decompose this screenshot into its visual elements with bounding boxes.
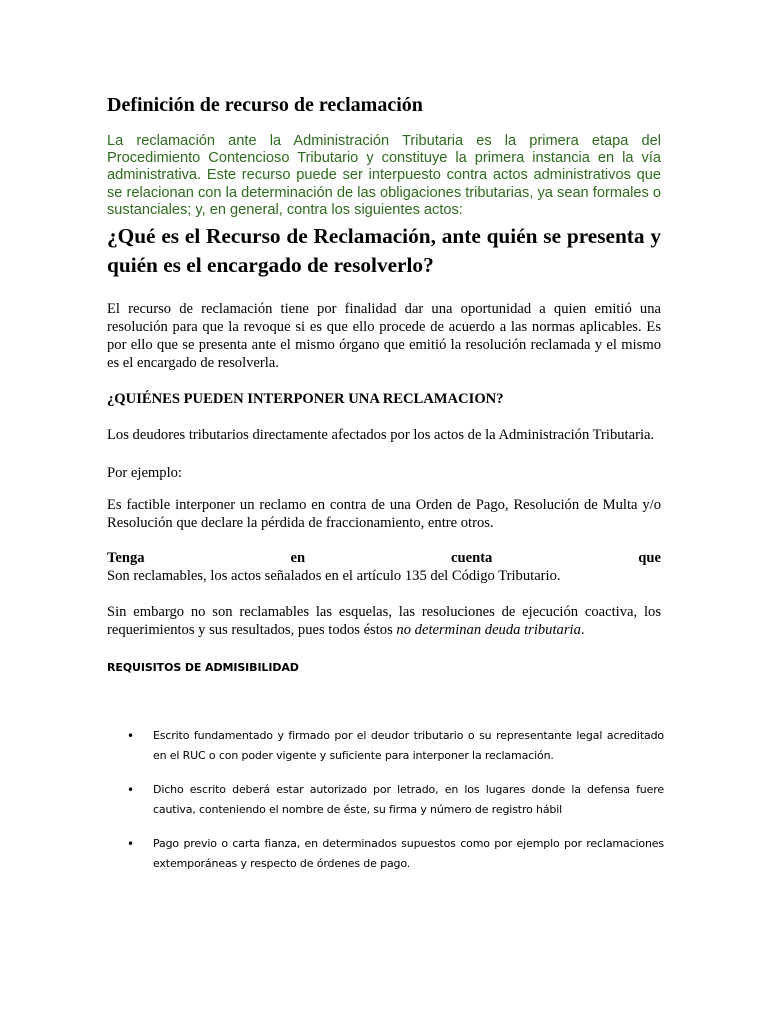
paragraph-example: Es factible interponer un reclamo en contra de una Orden de Pago, Resolución de Multa y/o Resolución que declare la pérdida de fraccionamiento, entre otros. [107,497,661,532]
document-page [107,92,664,888]
list-item [107,834,664,874]
paragraph-purpose: El recurso de reclamación tiene por finalidad dar una oportunidad a quien emitió una resolución para que la revoque si es que ello procede de acuerdo a las normas aplicables. Es por ello que se presenta ante el mismo órgano que emitió la resolución reclamada y el mismo es el encargado de resolverla. [107,301,661,372]
en-word: en [290,550,306,567]
paragraph-not-reclaimable-start: Sin embargo no son reclamables las esquelas, las resoluciones de ejecución coactiva, los requerimientos y sus resultados, pues todos éstos [107,604,661,639]
paragraph-example-label: Por ejemplo: [107,465,182,482]
list-item [107,726,664,766]
cuenta-word: cuenta [451,550,493,567]
document-title: Definición de recurso de reclamación [107,94,423,116]
list-item [107,780,664,820]
paragraph-reclaimable: Son reclamables, los actos señalados en el artículo 135 del Código Tributario. [107,568,561,585]
heading-who-can-file: ¿QUIÉNES PUEDEN INTERPONER UNA RECLAMACION? [107,391,504,408]
que-word: que [638,550,661,567]
requirement-text: Dicho escrito deberá estar autorizado por letrado, en los lugares donde la defensa fuere cautiva, conteniendo el nombre de éste, su firma y número de registro hábil [153,783,664,817]
tenga-en-cuenta-line [107,550,661,567]
bullet-icon: • [127,783,134,798]
bullet-icon: • [127,837,134,852]
requirement-text: Pago previo o carta fianza, en determinados supuestos como por ejemplo por reclamaciones extemporáneas y respecto de órdenes de pago. [153,837,664,871]
intro-paragraph: La reclamación ante la Administración Tributaria es la primera etapa del Procedimiento Contencioso Tributario y constituye la primera instancia en la vía administrativa. Este recurso puede ser interpuesto contra actos administrativos que se relacionan con la determinación de las obligaciones tributarias, ya sean formales o sustanciales; y, en general, contra los siguientes actos: [107,133,661,218]
paragraph-not-reclaimable-italic: no determinan deuda tributaria [396,622,581,639]
requirements-list [107,726,664,874]
requirements-title: REQUISITOS DE ADMISIBILIDAD [107,661,299,675]
paragraph-debtors: Los deudores tributarios directamente afectados por los actos de la Administración Tributaria. [107,427,655,444]
requirement-text: Escrito fundamentado y firmado por el deudor tributario o su representante legal acreditado en el RUC o con poder vigente y suficiente para interponer la reclamación. [153,729,664,763]
paragraph-not-reclaimable-end: . [580,622,585,639]
tenga-word: Tenga [107,550,145,567]
paragraph-not-reclaimable [107,603,661,639]
question-heading: ¿Qué es el Recurso de Reclamación, ante quién se presenta y quién es el encargado de resolverlo? [107,224,661,278]
bullet-icon: • [127,729,134,744]
